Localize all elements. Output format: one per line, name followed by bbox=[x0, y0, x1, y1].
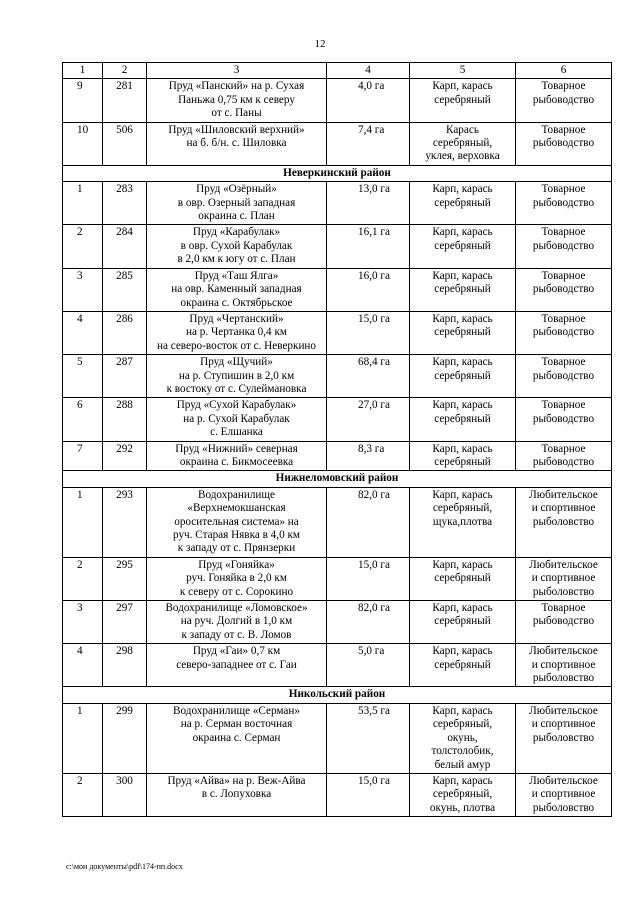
cell-line: Карп, карась bbox=[432, 80, 493, 93]
registry-id: 288 bbox=[103, 398, 147, 441]
cell-line: серебряный, bbox=[432, 137, 493, 150]
water-body-name bbox=[147, 644, 327, 687]
footer-file-path: c:\мои документы\pdf\174-пп.docx bbox=[66, 862, 183, 871]
column-header: 3 bbox=[147, 63, 327, 79]
cell-line: рыболовство bbox=[532, 585, 595, 598]
row-number: 4 bbox=[63, 644, 103, 687]
registry-id: 286 bbox=[103, 311, 147, 354]
cell-line: Любительское bbox=[529, 704, 598, 717]
cell-line: серебряный, bbox=[432, 788, 493, 801]
table-row bbox=[63, 601, 612, 644]
cell-line: Карп, карась bbox=[432, 558, 493, 571]
cell-line: Товарное bbox=[541, 356, 586, 369]
cell-line: рыболовство bbox=[532, 731, 595, 744]
cell-line: к северу от с. Сорокино bbox=[179, 585, 294, 598]
water-area: 16,0 га bbox=[327, 268, 410, 311]
column-header: 4 bbox=[327, 63, 410, 79]
registry-id: 285 bbox=[103, 268, 147, 311]
cell-line: окунь, плотва bbox=[429, 801, 496, 814]
district-name: Неверкинский район bbox=[63, 165, 612, 181]
cell-line: серебряный, bbox=[432, 718, 493, 731]
fish-species bbox=[410, 487, 516, 557]
usage-type bbox=[516, 122, 612, 165]
cell-line: с. Елшанка bbox=[210, 426, 263, 439]
cell-line: Любительское bbox=[529, 645, 598, 658]
cell-line: и спортивное bbox=[531, 502, 596, 515]
usage-type bbox=[516, 644, 612, 687]
cell-line: Карп, карась bbox=[432, 356, 493, 369]
cell-line: Карп, карась bbox=[432, 183, 493, 196]
cell-line: Пруд «Карабулак» bbox=[192, 226, 281, 239]
usage-type bbox=[516, 398, 612, 441]
row-number: 3 bbox=[63, 601, 103, 644]
cell-line: рыбоводство bbox=[532, 283, 595, 296]
water-area: 8,3 га bbox=[327, 441, 410, 471]
fish-species bbox=[410, 398, 516, 441]
cell-line: Пруд «Озёрный» bbox=[196, 183, 277, 196]
cell-line: рыбоводство bbox=[532, 412, 595, 425]
cell-line: рыбоводство bbox=[532, 326, 595, 339]
cell-line: серебряный bbox=[434, 196, 491, 209]
cell-line: серебряный bbox=[434, 369, 491, 382]
cell-line: на овр. Каменный западная bbox=[171, 283, 302, 296]
cell-line: рыбоводство bbox=[532, 196, 595, 209]
water-area: 53,5 га bbox=[327, 703, 410, 773]
cell-line: белый амур bbox=[434, 758, 491, 771]
cell-line: рыбоводство bbox=[532, 239, 595, 252]
page-number: 12 bbox=[314, 38, 326, 50]
fish-species bbox=[410, 441, 516, 471]
column-header: 5 bbox=[410, 63, 516, 79]
water-body-name bbox=[147, 487, 327, 557]
cell-line: Карась bbox=[446, 123, 479, 136]
cell-line: серебряный bbox=[434, 239, 491, 252]
fish-species bbox=[410, 703, 516, 773]
usage-type bbox=[516, 773, 612, 816]
row-number: 1 bbox=[63, 703, 103, 773]
cell-line: и спортивное bbox=[531, 788, 596, 801]
table-row bbox=[63, 703, 612, 773]
registry-id: 298 bbox=[103, 644, 147, 687]
cell-line: руч. Старая Нявка в 4,0 км bbox=[173, 529, 300, 541]
district-row bbox=[63, 165, 612, 181]
cell-line: и спортивное bbox=[531, 572, 596, 585]
water-area: 82,0 га bbox=[327, 601, 410, 644]
cell-line: щука,плотва bbox=[432, 515, 493, 528]
cell-line: рыбоводство bbox=[532, 455, 595, 468]
table-header-row bbox=[63, 63, 612, 79]
table-row bbox=[63, 122, 612, 165]
cell-line: Карп, карась bbox=[432, 226, 493, 239]
cell-line: Карп, карась bbox=[432, 442, 493, 455]
registry-id: 300 bbox=[103, 773, 147, 816]
water-body-name bbox=[147, 601, 327, 644]
cell-line: Пруд «Щучий» bbox=[200, 356, 273, 369]
column-header: 6 bbox=[516, 63, 612, 79]
cell-line: Пруд «Сухой Карабулак» bbox=[176, 399, 297, 412]
cell-line: на северо-восток от с. Неверкино bbox=[156, 339, 317, 352]
cell-line: и спортивное bbox=[531, 718, 596, 731]
fish-species bbox=[410, 601, 516, 644]
fish-species bbox=[410, 268, 516, 311]
fish-species bbox=[410, 311, 516, 354]
cell-line: северо-западнее от с. Гаи bbox=[176, 658, 297, 671]
row-number: 1 bbox=[63, 182, 103, 225]
cell-line: Карп, карась bbox=[432, 602, 493, 615]
fish-species bbox=[410, 355, 516, 398]
table-row bbox=[63, 268, 612, 311]
cell-line: Товарное bbox=[541, 183, 586, 196]
cell-line: на б. б/н. с. Шиловка bbox=[186, 137, 287, 150]
water-area: 13,0 га bbox=[327, 182, 410, 225]
table-row bbox=[63, 225, 612, 268]
cell-line: рыбоводство bbox=[532, 93, 595, 106]
usage-type bbox=[516, 487, 612, 557]
fish-species bbox=[410, 773, 516, 816]
cell-line: Товарное bbox=[541, 442, 586, 455]
cell-line: руч. Гоняйка в 2,0 км bbox=[186, 572, 287, 585]
cell-line: оросительная система» на bbox=[174, 515, 299, 528]
cell-line: серебряный bbox=[434, 326, 491, 339]
fish-species bbox=[410, 79, 516, 122]
usage-type bbox=[516, 441, 612, 471]
cell-line: Товарное bbox=[541, 269, 586, 282]
fish-species bbox=[410, 225, 516, 268]
cell-line: окраина с. План bbox=[198, 210, 275, 223]
table-row bbox=[63, 182, 612, 225]
row-number: 7 bbox=[63, 441, 103, 471]
cell-line: рыбоводство bbox=[532, 369, 595, 382]
cell-line: «Верхнемокшанская bbox=[187, 502, 286, 515]
water-body-name bbox=[147, 268, 327, 311]
cell-line: от с. Паны bbox=[211, 107, 262, 120]
cell-line: рыболовство bbox=[532, 672, 595, 685]
cell-line: Пруд «Панский» на р. Сухая bbox=[168, 80, 305, 93]
cell-line: Карп, карась bbox=[432, 704, 493, 717]
water-body-name bbox=[147, 773, 327, 816]
district-name: Нижнеломовский район bbox=[63, 471, 612, 487]
cell-line: Товарное bbox=[541, 80, 586, 93]
cell-line: Пруд «Таш Ялга» bbox=[194, 269, 279, 282]
cell-line: в овр. Озерный западная bbox=[177, 196, 296, 209]
row-number: 1 bbox=[63, 487, 103, 557]
water-area: 5,0 га bbox=[327, 644, 410, 687]
water-body-name bbox=[147, 703, 327, 773]
cell-line: в с. Лопуховка bbox=[201, 788, 272, 801]
cell-line: окраина с. Серман bbox=[192, 731, 281, 744]
registry-id: 292 bbox=[103, 441, 147, 471]
district-name: Никольский район bbox=[63, 687, 612, 703]
row-number: 4 bbox=[63, 311, 103, 354]
water-area: 7,4 га bbox=[327, 122, 410, 165]
cell-line: рыболовство bbox=[532, 801, 595, 814]
usage-type bbox=[516, 79, 612, 122]
usage-type bbox=[516, 355, 612, 398]
water-body-name bbox=[147, 441, 327, 471]
cell-line: Товарное bbox=[541, 123, 586, 136]
table-row bbox=[63, 311, 612, 354]
cell-line: Товарное bbox=[541, 399, 586, 412]
water-area: 68,4 га bbox=[327, 355, 410, 398]
table-body bbox=[63, 63, 612, 817]
cell-line: Любительское bbox=[529, 558, 598, 571]
water-body-name bbox=[147, 79, 327, 122]
cell-line: Карп, карась bbox=[432, 269, 493, 282]
fish-species bbox=[410, 182, 516, 225]
cell-line: и спортивное bbox=[531, 658, 596, 671]
district-row bbox=[63, 471, 612, 487]
cell-line: рыбоводство bbox=[532, 137, 595, 150]
water-area: 15,0 га bbox=[327, 311, 410, 354]
usage-type bbox=[516, 311, 612, 354]
row-number: 2 bbox=[63, 225, 103, 268]
cell-line: в овр. Сухой Карабулак bbox=[180, 239, 293, 252]
cell-line: толстолобик, bbox=[431, 745, 494, 758]
district-row bbox=[63, 687, 612, 703]
water-area: 15,0 га bbox=[327, 557, 410, 600]
registry-id: 297 bbox=[103, 601, 147, 644]
column-header: 2 bbox=[103, 63, 147, 79]
registry-id: 299 bbox=[103, 703, 147, 773]
cell-line: Пруд «Шиловский верхний» bbox=[168, 123, 305, 136]
row-number: 3 bbox=[63, 268, 103, 311]
cell-line: на руч. Долгий в 1,0 км bbox=[180, 615, 293, 628]
water-body-name bbox=[147, 398, 327, 441]
row-number: 5 bbox=[63, 355, 103, 398]
usage-type bbox=[516, 182, 612, 225]
registry-id: 283 bbox=[103, 182, 147, 225]
cell-line: Пруд «Гоняйка» bbox=[198, 558, 275, 571]
table-row bbox=[63, 487, 612, 557]
cell-line: Водохранилище «Ломовское» bbox=[165, 602, 308, 615]
fish-species bbox=[410, 644, 516, 687]
water-area: 27,0 га bbox=[327, 398, 410, 441]
cell-line: на р. Серман восточная bbox=[180, 718, 293, 731]
cell-line: Карп, карась bbox=[432, 774, 493, 787]
cell-line: Товарное bbox=[541, 226, 586, 239]
fish-species bbox=[410, 122, 516, 165]
cell-line: Товарное bbox=[541, 602, 586, 615]
usage-type bbox=[516, 703, 612, 773]
cell-line: на р. Чертанка 0,4 км bbox=[186, 326, 287, 339]
usage-type bbox=[516, 557, 612, 600]
cell-line: Пруд «Айва» на р. Веж-Айва bbox=[167, 774, 306, 787]
registry-id: 284 bbox=[103, 225, 147, 268]
cell-line: Карп, карась bbox=[432, 645, 493, 658]
water-body-name bbox=[147, 355, 327, 398]
row-number: 9 bbox=[63, 79, 103, 122]
row-number: 6 bbox=[63, 398, 103, 441]
table-row bbox=[63, 355, 612, 398]
cell-line: серебряный, bbox=[432, 502, 493, 515]
cell-line: серебряный bbox=[434, 658, 491, 671]
table-row bbox=[63, 441, 612, 471]
usage-type bbox=[516, 225, 612, 268]
cell-line: в 2,0 км к югу от с. План bbox=[177, 253, 296, 266]
cell-line: к востоку от с. Сулеймановка bbox=[166, 382, 307, 395]
column-header: 1 bbox=[63, 63, 103, 79]
water-area: 15,0 га bbox=[327, 773, 410, 816]
cell-line: Любительское bbox=[529, 774, 598, 787]
usage-type bbox=[516, 268, 612, 311]
registry-id: 281 bbox=[103, 79, 147, 122]
table-row bbox=[63, 773, 612, 816]
water-body-name bbox=[147, 182, 327, 225]
cell-line: Карп, карась bbox=[432, 312, 493, 325]
cell-line: Товарное bbox=[541, 312, 586, 325]
cell-line: рыболовство bbox=[532, 515, 595, 528]
cell-line: серебряный bbox=[434, 455, 491, 468]
cell-line: на р. Ступишин в 2,0 км bbox=[178, 369, 295, 382]
cell-line: Водохранилище bbox=[197, 488, 276, 501]
water-bodies-table bbox=[62, 62, 612, 817]
cell-line: Пруд «Чертанский» bbox=[189, 312, 284, 325]
table-row bbox=[63, 644, 612, 687]
registry-id: 506 bbox=[103, 122, 147, 165]
cell-line: к западу от с. Прянзерки bbox=[177, 542, 296, 555]
water-body-name bbox=[147, 557, 327, 600]
row-number: 10 bbox=[63, 122, 103, 165]
cell-line: Паньжа 0,75 км к северу bbox=[178, 93, 295, 106]
cell-line: Водохранилище «Серман» bbox=[173, 704, 300, 717]
row-number: 2 bbox=[63, 773, 103, 816]
cell-line: окраина с. Октябрьское bbox=[180, 296, 293, 309]
usage-type bbox=[516, 601, 612, 644]
registry-id: 287 bbox=[103, 355, 147, 398]
cell-line: окунь, bbox=[447, 731, 478, 744]
registry-id: 293 bbox=[103, 487, 147, 557]
cell-line: на р. Сухой Карабулак bbox=[183, 412, 290, 425]
cell-line: серебряный bbox=[434, 93, 491, 106]
cell-line: серебряный bbox=[434, 283, 491, 296]
registry-id: 295 bbox=[103, 557, 147, 600]
cell-line: уклея, верховка bbox=[425, 150, 500, 163]
table-row bbox=[63, 398, 612, 441]
cell-line: Карп, карась bbox=[432, 399, 493, 412]
cell-line: серебряный bbox=[434, 615, 491, 628]
water-body-name bbox=[147, 311, 327, 354]
water-body-name bbox=[147, 225, 327, 268]
cell-line: Пруд «Гаи» 0,7 км bbox=[192, 645, 281, 658]
water-area: 16,1 га bbox=[327, 225, 410, 268]
water-area: 4,0 га bbox=[327, 79, 410, 122]
table-row bbox=[63, 557, 612, 600]
cell-line: Карп, карась bbox=[432, 488, 493, 501]
water-body-name bbox=[147, 122, 327, 165]
cell-line: к западу от с. В. Ломов bbox=[181, 628, 292, 641]
cell-line: серебряный bbox=[434, 572, 491, 585]
cell-line: Пруд «Нижний» северная bbox=[175, 442, 298, 455]
row-number: 2 bbox=[63, 557, 103, 600]
fish-species bbox=[410, 557, 516, 600]
water-area: 82,0 га bbox=[327, 487, 410, 557]
cell-line: окраина с. Бикмосеевка bbox=[179, 455, 294, 468]
table-row bbox=[63, 79, 612, 122]
cell-line: Любительское bbox=[529, 488, 598, 501]
cell-line: серебряный bbox=[434, 412, 491, 425]
cell-line: рыбоводство bbox=[532, 615, 595, 628]
